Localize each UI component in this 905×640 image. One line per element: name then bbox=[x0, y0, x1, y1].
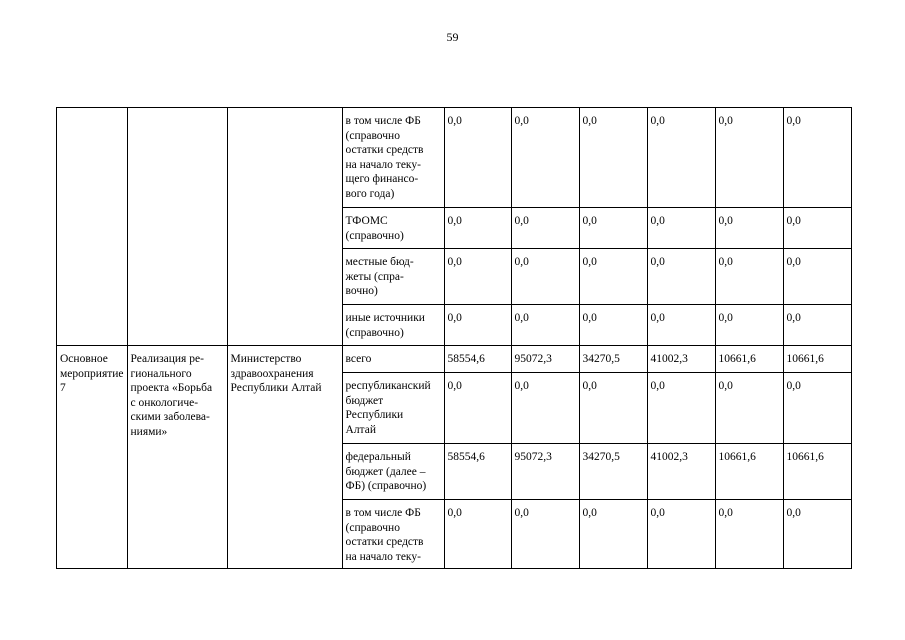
empty-cell-executor bbox=[227, 108, 342, 346]
value-cell: 41002,3 bbox=[647, 444, 715, 500]
value-cell: 0,0 bbox=[715, 208, 783, 249]
value-cell: 0,0 bbox=[511, 208, 579, 249]
value-cell: 0,0 bbox=[715, 500, 783, 569]
funding-source: иные источники (справочно) bbox=[342, 305, 444, 346]
value-cell: 0,0 bbox=[647, 208, 715, 249]
funding-source: федеральный бюджет (далее – ФБ) (справочно) bbox=[342, 444, 444, 500]
value-cell: 0,0 bbox=[511, 373, 579, 444]
table-row bbox=[57, 346, 852, 373]
empty-cell-project bbox=[127, 108, 227, 346]
value-cell: 0,0 bbox=[579, 305, 647, 346]
funding-source: в том числе ФБ (справочно остатки средств на начало теку- bbox=[342, 500, 444, 569]
value-cell: 0,0 bbox=[579, 108, 647, 208]
value-cell: 58554,6 bbox=[444, 346, 511, 373]
funding-source: ТФОМС (справочно) bbox=[342, 208, 444, 249]
value-cell: 95072,3 bbox=[511, 444, 579, 500]
empty-cell-activity bbox=[57, 108, 128, 346]
value-cell: 0,0 bbox=[783, 108, 851, 208]
value-cell: 10661,6 bbox=[715, 444, 783, 500]
value-cell: 41002,3 bbox=[647, 346, 715, 373]
value-cell: 0,0 bbox=[579, 373, 647, 444]
funding-source: в том числе ФБ (справочно остатки средств на начало теку- щего финансо- вого года) bbox=[342, 108, 444, 208]
value-cell: 0,0 bbox=[444, 305, 511, 346]
funding-source: республиканский бюджет Республики Алтай bbox=[342, 373, 444, 444]
value-cell: 0,0 bbox=[579, 208, 647, 249]
value-cell: 10661,6 bbox=[783, 444, 851, 500]
value-cell: 0,0 bbox=[647, 500, 715, 569]
value-cell: 0,0 bbox=[783, 373, 851, 444]
value-cell: 0,0 bbox=[783, 208, 851, 249]
value-cell: 0,0 bbox=[783, 249, 851, 305]
value-cell: 0,0 bbox=[647, 373, 715, 444]
value-cell: 0,0 bbox=[715, 373, 783, 444]
value-cell: 10661,6 bbox=[783, 346, 851, 373]
budget-table bbox=[56, 107, 852, 569]
value-cell: 10661,6 bbox=[715, 346, 783, 373]
value-cell: 0,0 bbox=[511, 108, 579, 208]
value-cell: 0,0 bbox=[579, 249, 647, 305]
value-cell: 0,0 bbox=[444, 108, 511, 208]
value-cell: 34270,5 bbox=[579, 346, 647, 373]
value-cell: 0,0 bbox=[511, 305, 579, 346]
value-cell: 0,0 bbox=[647, 249, 715, 305]
value-cell: 95072,3 bbox=[511, 346, 579, 373]
activity-name: Основное мероприятие 7 bbox=[57, 346, 128, 569]
value-cell: 0,0 bbox=[444, 373, 511, 444]
value-cell: 0,0 bbox=[647, 108, 715, 208]
value-cell: 0,0 bbox=[715, 108, 783, 208]
value-cell: 0,0 bbox=[444, 500, 511, 569]
value-cell: 0,0 bbox=[444, 208, 511, 249]
value-cell: 0,0 bbox=[783, 500, 851, 569]
executor-name: Министерство здравоохранения Республики Алтай bbox=[227, 346, 342, 569]
value-cell: 0,0 bbox=[511, 249, 579, 305]
table-row bbox=[57, 108, 852, 208]
value-cell: 0,0 bbox=[579, 500, 647, 569]
funding-source: всего bbox=[342, 346, 444, 373]
value-cell: 58554,6 bbox=[444, 444, 511, 500]
page-number: 59 bbox=[446, 30, 459, 44]
funding-source: местные бюд- жеты (спра- вочно) bbox=[342, 249, 444, 305]
value-cell: 0,0 bbox=[783, 305, 851, 346]
value-cell: 0,0 bbox=[511, 500, 579, 569]
value-cell: 34270,5 bbox=[579, 444, 647, 500]
value-cell: 0,0 bbox=[647, 305, 715, 346]
value-cell: 0,0 bbox=[444, 249, 511, 305]
value-cell: 0,0 bbox=[715, 305, 783, 346]
value-cell: 0,0 bbox=[715, 249, 783, 305]
project-name: Реализация ре- гионального проекта «Борьба с онкологиче- скими заболева- ниями» bbox=[127, 346, 227, 569]
